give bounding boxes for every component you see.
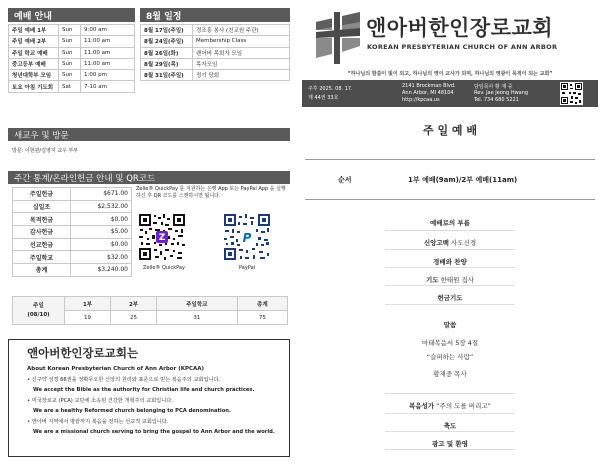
schedule-date: 8월 26일(화) [141,47,193,58]
offering-label: 십일조 [13,200,71,213]
service-divider [385,230,515,231]
service-item: 경배와 찬양 [433,258,467,266]
offering-label: 감사헌금 [13,226,71,239]
zelle-label: Zelle® QuickPay [143,265,185,271]
offering-label: 주일학교 [13,251,71,264]
schedule-row [141,47,290,58]
pastor-name-en: Rev. Jae Jeong Hwang [474,90,529,96]
worship-row [9,25,135,36]
service-item: “슬퍼하는 사람” [426,353,474,361]
worship-info-header [8,8,135,22]
offering-amount: $671.00 [71,188,132,201]
attendance-day: 주일 [33,302,44,309]
offering-amount: $3,240.00 [71,264,132,277]
worship-name: 청년대학부 모임 [9,70,59,81]
zelle-instructions: Zelle® QuickPay 를 지원하는 은행 App 또는 PayPal App 을 실행하신 후 QR 코드를 스캔하시면 됩니다. [136,186,286,199]
newcomers-text: 방문: 이현관/김영지 교우 부부 [12,148,79,154]
schedule-event: Membership Class [193,36,290,47]
service-item-detail: 한태원 집사 [438,276,475,284]
attendance-date: (08/10) [27,311,50,318]
august-schedule-header [140,8,290,22]
worship-day: Sun [59,47,81,58]
church-address-line2: Ann Arbor, MI 48104 [402,90,454,96]
schedule-date: 8월 17일(주일) [141,25,193,36]
svg-text:P: P [242,231,252,245]
service-item-detail: 사도신경 [448,239,477,247]
service-item: 광고 및 환영 [432,440,468,448]
about-item-ko-text: 앤아버 지역에서 땅끝까지 복음을 전하는 선교적 교회입니다. [31,419,169,425]
offering-row [13,188,132,201]
offering-row [13,238,132,251]
august-schedule-table [140,24,290,81]
about-item-en: We accept the Bible as the authority for Christian life and church practices. [33,387,255,393]
service-divider [385,449,515,450]
bullet-icon: • [27,377,32,383]
service-item: 축도 [443,422,457,430]
worship-time: 11:00 am [81,47,135,58]
service-item-label: 기도 [425,276,439,284]
service-item: 헌금기도 [437,294,463,302]
offering-amount: $32.00 [71,251,132,264]
offerings-table [12,187,132,277]
bulletin-date: 주후 2025. 08. 17. [308,86,353,92]
worship-info-title: 예배 안내 [14,11,52,22]
offering-amount: $5.00 [71,226,132,239]
service-divider [385,249,515,250]
worship-row [9,47,135,58]
offering-label: 총계 [13,264,71,277]
about-list [27,376,289,435]
service-item-detail: “주의 도를 버리고” [434,402,491,410]
worship-day: Sat [59,81,81,92]
worship-row [9,36,135,47]
schedule-row [141,70,290,81]
about-item-ko [27,418,289,425]
worship-name: 주일 예배 1부 [9,25,59,36]
about-item-ko-text: 신구약 성경 66권을 정확무오한 신앙의 원리와 표준으로 믿는 복음주의 교회입니다. [31,377,221,383]
service-divider-middle [305,199,595,200]
attendance-header-1: 1부 [65,297,111,311]
paypal-qr-code[interactable] [222,212,272,262]
church-motto: “하나님의 말씀이 빛이 되고, 하나님의 영이 교사가 되며, 하나님의 영광이 목적이 되는 교회” [347,71,553,77]
worship-day: Sun [59,70,81,81]
about-item-en: We are a missional church serving to bring the gospel to Ann Arbor and the world. [33,429,275,435]
service-item [300,238,600,247]
attendance-table [12,296,288,325]
worship-name: 토요 아침 기도회 [9,81,59,92]
worship-time: 7-10 am [81,81,135,92]
paypal-label: PayPal [238,265,256,271]
bullet-icon: • [27,419,32,425]
offering-amount: $0.00 [71,213,132,226]
svg-text:Z: Z [158,233,166,243]
about-box [8,339,290,457]
attendance-header-school: 주일학교 [157,297,238,311]
offering-row [13,226,132,239]
service-title: 주 일 예 배 [423,124,477,137]
about-item-ko [27,376,289,383]
worship-info-table [8,24,135,93]
offering-amount: $2,532.00 [71,200,132,213]
bulletin-number: 제 44권 33호 [308,95,339,101]
service-item: 황재중 목사 [433,370,467,378]
service-item: 마태복음서 5장 4절 [421,339,479,347]
worship-row [9,81,135,92]
about-item-en: We are a healthy Reformed church belonging to PCA denomination. [33,408,231,414]
service-divider [385,304,515,305]
offering-label: 선교헌금 [13,238,71,251]
schedule-date: 8월 29일(목) [141,58,193,69]
august-schedule-title: 8월 일정 [146,11,182,22]
about-item-ko-text: 미국장로교 (PCA) 교단에 소속된 건강한 개혁주의 교회입니다. [31,398,173,404]
service-divider [385,285,515,286]
service-item-label: 복음성가 [408,402,435,410]
bullet-icon: • [27,398,32,404]
service-divider [385,267,515,268]
about-item-ko [27,397,289,404]
about-title: 앤아버한인장로교회는 [27,346,139,360]
offering-label: 목적헌금 [13,213,71,226]
worship-name: 중고등부 예배 [9,58,59,69]
schedule-event: 정기 당회 [193,70,290,81]
schedule-event: 목자모임 [193,58,290,69]
attendance-value-1: 19 [65,311,111,325]
worship-time: 9:00 am [81,25,135,36]
offering-label: 주일헌금 [13,188,71,201]
zelle-qr-code[interactable] [137,212,187,262]
order-label: 순서 [338,176,352,184]
website-qr-code[interactable] [560,82,583,105]
church-logo-icon [312,8,364,68]
service-item [300,401,600,410]
attendance-header-total: 총계 [237,297,287,311]
worship-time: 11:00 am [81,58,135,69]
church-info-bar [302,80,598,107]
attendance-value-total: 75 [237,311,287,325]
service-item [300,275,600,284]
schedule-row [141,58,290,69]
worship-row [9,58,135,69]
worship-day: Sun [59,36,81,47]
schedule-date: 8월 24일(주일) [141,36,193,47]
service-divider [385,431,515,432]
offering-row [13,213,132,226]
services-label: 1부 예배(9am)/2부 예배(11am) [408,176,518,184]
attendance-value-2: 25 [111,311,157,325]
worship-time: 1:00 pm [81,70,135,81]
service-divider-top [305,159,595,160]
attendance-header-2: 2부 [111,297,157,311]
worship-name: 주일 학교 예배 [9,47,59,58]
schedule-row [141,36,290,47]
worship-time: 11:00 am [81,36,135,47]
service-item-label: 신앙고백 [423,239,449,247]
service-divider [385,393,515,394]
worship-name: 주일 예배 2부 [9,36,59,47]
worship-row [9,70,135,81]
church-name-ko: 앤아버한인장로교회 [366,16,554,40]
worship-day: Sun [59,58,81,69]
about-subtitle: About Korean Presbyterian Church of Ann Arbor (KPCAA) [27,366,205,372]
offering-row [13,251,132,264]
weekly-stats-header [8,171,290,184]
service-item: 말씀 [443,321,457,329]
worship-day: Sun [59,25,81,36]
service-item: 예배로의 부름 [430,219,470,227]
weekly-stats-title: 주간 통계/온라인헌금 안내 및 QR코드 [14,173,156,184]
service-divider [385,413,515,414]
schedule-event: 랜어버 목회자 모임 [193,47,290,58]
church-phone: Tel. 734 680 5221 [474,97,519,103]
pastor-name-ko: 담임목사 황 재 중 [474,84,513,90]
newcomers-header [8,128,290,141]
church-name-en: KOREAN PRESBYTERIAN CHURCH OF ANN ARBOR [367,43,558,51]
church-address-line1: 2141 Brockman Blvd. [402,83,456,89]
schedule-date: 8월 31일(주일) [141,70,193,81]
attendance-value-school: 31 [157,311,238,325]
schedule-row [141,25,290,36]
offering-row [13,264,132,277]
newcomers-title: 새교우 및 방문 [14,130,69,141]
church-website[interactable]: http://kpcaa.us [402,97,440,103]
offering-row [13,200,132,213]
schedule-event: 경조흥 봉사 (친교원 주관) [193,25,290,36]
offering-amount: $0.00 [71,238,132,251]
attendance-label [13,297,65,325]
